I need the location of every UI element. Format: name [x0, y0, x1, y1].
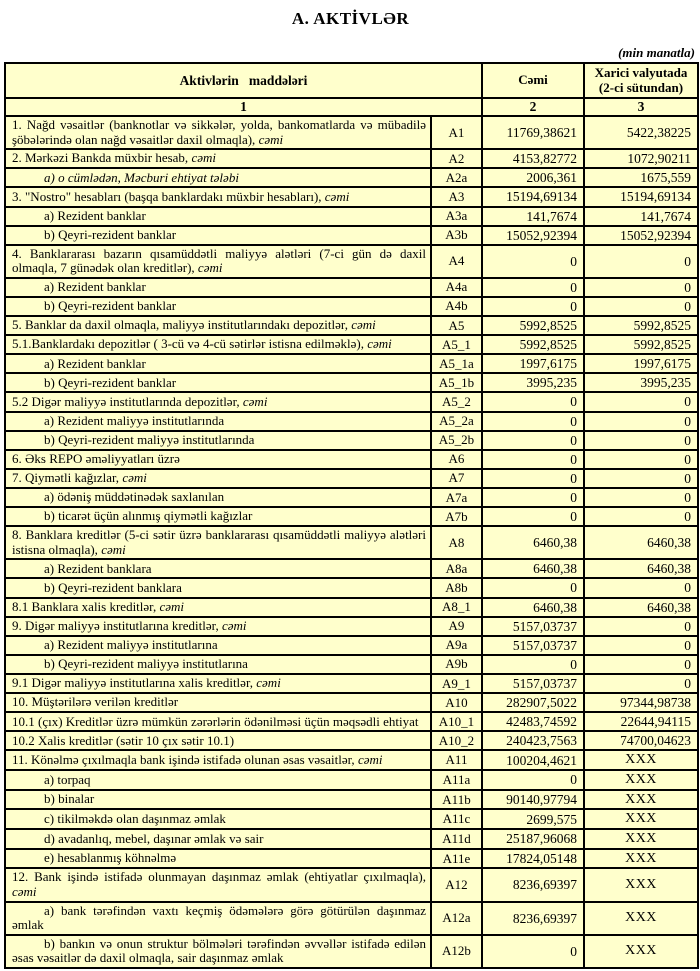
- table-row: [5, 935, 698, 968]
- row-label: [5, 297, 431, 316]
- row-total-value: 5157,03737: [482, 674, 584, 693]
- header-foreign-currency-label: Xarici valyutada (2-ci sütundan): [584, 63, 698, 98]
- row-total-value: 1997,6175: [482, 354, 584, 373]
- table-row: [5, 373, 698, 392]
- row-label: [5, 149, 431, 168]
- row-label-text: 10. Müştərilərə verilən kreditlər: [12, 694, 179, 710]
- row-label-text: a) Rezident maliyyə institutlarında: [44, 412, 225, 428]
- row-label-text: b) Qeyri-rezident maliyyə institutlarında: [44, 431, 255, 447]
- row-code: A4a: [431, 278, 482, 297]
- row-foreign-currency-value: 5992,8525: [584, 335, 698, 354]
- row-foreign-currency-value: 141,7674: [584, 207, 698, 226]
- row-total-value: 0: [482, 507, 584, 526]
- row-code: A5_2: [431, 392, 482, 411]
- row-code: A9_1: [431, 674, 482, 693]
- row-label-text: 10.1 (çıx) Kreditlər üzrə mümkün zərərlərin ödənilməsi üçün məqsədli ehtiyat: [12, 713, 419, 729]
- row-label-italic-text: cəmi: [159, 598, 185, 614]
- table-row: [5, 750, 698, 770]
- row-total-value: 2699,575: [482, 809, 584, 829]
- row-code: A10_1: [431, 712, 482, 731]
- row-label-text: 9.1 Digər maliyyə institutlarına xalis kreditlər,: [12, 675, 257, 691]
- table-row: [5, 655, 698, 674]
- table-row: [5, 354, 698, 373]
- row-code: A1: [431, 116, 482, 149]
- row-code: A7: [431, 469, 482, 488]
- row-label-text: a) torpaq: [44, 771, 91, 787]
- row-foreign-currency-value: 1997,6175: [584, 354, 698, 373]
- row-total-value: 90140,97794: [482, 790, 584, 810]
- row-foreign-currency-value: 1675,559: [584, 168, 698, 187]
- row-foreign-currency-value: XXX: [584, 750, 698, 770]
- page-title: A. AKTİVLƏR: [291, 9, 410, 28]
- row-code: A11b: [431, 790, 482, 810]
- row-total-value: 0: [482, 935, 584, 968]
- row-total-value: 0: [482, 392, 584, 411]
- row-total-value: 6460,38: [482, 598, 584, 617]
- row-total-value: 5992,8525: [482, 335, 584, 354]
- table-row: [5, 450, 698, 469]
- row-foreign-currency-value: 0: [584, 278, 698, 297]
- row-code: A11a: [431, 770, 482, 790]
- row-foreign-currency-value: 0: [584, 431, 698, 450]
- row-code: A11c: [431, 809, 482, 829]
- column-number-3: 3: [584, 98, 698, 116]
- row-label-italic-text: cəmi: [122, 470, 147, 486]
- row-label-text: b) binalar: [44, 791, 95, 807]
- row-code: A2a: [431, 168, 482, 187]
- row-label-text: 12. Bank işində istifadə olunmayan daşınmaz əmlak (ehtiyatlar çıxılmaqla),: [12, 869, 426, 885]
- row-foreign-currency-value: 0: [584, 488, 698, 507]
- row-total-value: 0: [482, 431, 584, 450]
- row-label: [5, 935, 431, 968]
- row-code: A5_1: [431, 335, 482, 354]
- row-label-text: 11. Könəlmə çıxılmaqla bank işində istifadə olunan əsas vəsaitlər,: [12, 752, 358, 767]
- row-label: [5, 373, 431, 392]
- row-label-text: a) bank tərəfindən vaxtı keçmiş ödəmələrə görə götürülən daşınmaz əmlak: [12, 902, 426, 933]
- column-number-row: [5, 98, 698, 116]
- row-code: A3: [431, 187, 482, 206]
- table-row: [5, 693, 698, 712]
- row-total-value: 0: [482, 412, 584, 431]
- row-foreign-currency-value: 0: [584, 655, 698, 674]
- header-total-label: Cəmi: [482, 63, 584, 98]
- table-row: [5, 187, 698, 206]
- row-foreign-currency-value: 3995,235: [584, 373, 698, 392]
- table-row: [5, 598, 698, 617]
- row-code: A8_1: [431, 598, 482, 617]
- row-foreign-currency-value: 0: [584, 617, 698, 636]
- row-foreign-currency-value: 1072,90211: [584, 149, 698, 168]
- row-code: A5_2a: [431, 412, 482, 431]
- row-label: [5, 868, 431, 901]
- row-code: A10: [431, 693, 482, 712]
- row-label: [5, 559, 431, 578]
- row-label: [5, 829, 431, 849]
- row-foreign-currency-value: XXX: [584, 935, 698, 968]
- row-label-text: b) Qeyri-rezident banklara: [44, 579, 182, 595]
- row-code: A9a: [431, 636, 482, 655]
- row-total-value: 2006,361: [482, 168, 584, 187]
- row-label: [5, 617, 431, 636]
- row-code: A4b: [431, 297, 482, 316]
- table-row: [5, 902, 698, 935]
- row-foreign-currency-value: 0: [584, 412, 698, 431]
- column-number-2: 2: [482, 98, 584, 116]
- table-row: [5, 507, 698, 526]
- row-foreign-currency-value: 0: [584, 469, 698, 488]
- row-label-text: 7. Qiymətli kağızlar,: [12, 470, 123, 486]
- row-total-value: 15052,92394: [482, 226, 584, 245]
- row-label-text: 8.1 Banklara xalis kreditlər,: [12, 598, 160, 614]
- row-code: A11e: [431, 849, 482, 869]
- row-total-value: 0: [482, 578, 584, 597]
- row-foreign-currency-value: 0: [584, 507, 698, 526]
- row-foreign-currency-value: 0: [584, 245, 698, 278]
- table-header: [5, 63, 698, 116]
- row-label: [5, 770, 431, 790]
- row-total-value: 0: [482, 770, 584, 790]
- row-label-text: b) Qeyri-rezident maliyyə institutlarına: [44, 656, 248, 672]
- row-code: A9b: [431, 655, 482, 674]
- row-foreign-currency-value: XXX: [584, 902, 698, 935]
- row-label: [5, 712, 431, 731]
- row-code: A5: [431, 316, 482, 335]
- row-label: [5, 849, 431, 869]
- table-row: [5, 809, 698, 829]
- row-label: [5, 674, 431, 693]
- row-total-value: 15194,69134: [482, 187, 584, 206]
- row-label-italic-text: cəmi: [197, 260, 223, 276]
- table-row: [5, 829, 698, 849]
- table-row: [5, 278, 698, 297]
- row-foreign-currency-value: 5422,38225: [584, 116, 698, 149]
- table-row: [5, 245, 698, 278]
- row-label: [5, 809, 431, 829]
- row-foreign-currency-value: 6460,38: [584, 526, 698, 559]
- row-code: A5_1a: [431, 354, 482, 373]
- table-row: [5, 412, 698, 431]
- row-label-italic-text: cəmi: [101, 541, 126, 557]
- row-label: [5, 507, 431, 526]
- row-label: [5, 526, 431, 559]
- header-items-label: Aktivlərin maddələri: [5, 63, 482, 98]
- row-total-value: 0: [482, 469, 584, 488]
- row-label-text: a) Rezident maliyyə institutlarına: [44, 637, 218, 653]
- row-label-text: a) ödəniş müddətinədək saxlanılan: [44, 489, 225, 505]
- table-row: [5, 770, 698, 790]
- row-label: [5, 750, 431, 770]
- row-foreign-currency-value: 6460,38: [584, 598, 698, 617]
- unit-note: (min manatla): [618, 45, 695, 60]
- row-code: A3a: [431, 207, 482, 226]
- row-label-italic-text: cəmi: [191, 150, 216, 166]
- row-total-value: 240423,7563: [482, 731, 584, 750]
- row-total-value: 6460,38: [482, 559, 584, 578]
- row-label-italic-text: cəmi: [258, 131, 284, 147]
- row-label-text: 9. Digər maliyyə institutlarına kreditlər,: [12, 617, 222, 633]
- row-label: [5, 578, 431, 597]
- table-row: [5, 168, 698, 187]
- row-foreign-currency-value: 97344,98738: [584, 693, 698, 712]
- table-row: [5, 868, 698, 901]
- row-label: [5, 412, 431, 431]
- row-label-italic-text: cəmi: [12, 884, 37, 900]
- row-code: A9: [431, 617, 482, 636]
- row-foreign-currency-value: 15194,69134: [584, 187, 698, 206]
- row-total-value: 100204,4621: [482, 750, 584, 770]
- table-row: [5, 526, 698, 559]
- row-label: [5, 636, 431, 655]
- row-foreign-currency-value: XXX: [584, 790, 698, 810]
- row-foreign-currency-value: XXX: [584, 849, 698, 869]
- row-total-value: 5157,03737: [482, 617, 584, 636]
- table-row: [5, 559, 698, 578]
- row-label: [5, 655, 431, 674]
- row-total-value: 42483,74592: [482, 712, 584, 731]
- table-row: [5, 674, 698, 693]
- table-row: [5, 790, 698, 810]
- table-row: [5, 297, 698, 316]
- table-row: [5, 712, 698, 731]
- row-total-value: 8236,69397: [482, 902, 584, 935]
- row-label: [5, 598, 431, 617]
- row-label-text: d) avadanlıq, mebel, daşınar əmlak və sair: [44, 830, 264, 846]
- row-total-value: 8236,69397: [482, 868, 584, 901]
- table-row: [5, 316, 698, 335]
- row-label-italic-text: cəmi: [242, 393, 268, 409]
- row-total-value: 0: [482, 278, 584, 297]
- row-code: A5_2b: [431, 431, 482, 450]
- row-total-value: 0: [482, 245, 584, 278]
- table-row: [5, 116, 698, 149]
- row-code: A3b: [431, 226, 482, 245]
- row-code: A8a: [431, 559, 482, 578]
- row-code: A12b: [431, 935, 482, 968]
- row-total-value: 25187,96068: [482, 829, 584, 849]
- row-label-text: 6. Əks REPO əməliyyatları üzrə: [12, 451, 180, 467]
- row-foreign-currency-value: 15052,92394: [584, 226, 698, 245]
- row-label: [5, 316, 431, 335]
- row-code: A5_1b: [431, 373, 482, 392]
- row-label-text: 10.2 Xalis kreditlər (sətir 10 çıx sətir 10.1): [12, 732, 235, 748]
- row-code: A8: [431, 526, 482, 559]
- row-label: [5, 450, 431, 469]
- row-label: [5, 693, 431, 712]
- row-label-italic-text: cəmi: [256, 675, 281, 691]
- row-foreign-currency-value: 22644,94115: [584, 712, 698, 731]
- row-label-text: a) Rezident banklara: [44, 560, 152, 576]
- table-row: [5, 431, 698, 450]
- row-foreign-currency-value: 0: [584, 636, 698, 655]
- row-label-italic-text: a) o cümlədən, Məcburi ehtiyat tələbi: [44, 169, 239, 185]
- row-foreign-currency-value: 0: [584, 578, 698, 597]
- row-label: [5, 431, 431, 450]
- row-code: A11: [431, 750, 482, 770]
- row-label-italic-text: cəmi: [367, 336, 392, 352]
- row-label-text: b) Qeyri-rezident banklar: [44, 374, 177, 390]
- table-row: [5, 207, 698, 226]
- row-label: [5, 207, 431, 226]
- row-foreign-currency-value: 0: [584, 392, 698, 411]
- assets-table: [4, 62, 699, 969]
- table-row: [5, 849, 698, 869]
- row-label: [5, 392, 431, 411]
- row-label: [5, 168, 431, 187]
- row-label-text: 3. "Nostro" hesabları (başqa banklardakı müxbir hesabları),: [12, 188, 325, 204]
- row-label: [5, 731, 431, 750]
- row-code: A7b: [431, 507, 482, 526]
- row-label-text: 4. Banklararası bazarın qısamüddətli maliyyə alətləri (7-ci gün də daxil olmaqla, 7 günədək olan kreditlər),: [12, 245, 426, 276]
- row-label: [5, 187, 431, 206]
- row-code: A12a: [431, 902, 482, 935]
- table-row: [5, 335, 698, 354]
- row-total-value: 4153,82772: [482, 149, 584, 168]
- row-label-text: b) bankın və onun struktur bölmələri tərəfindən əvvəllər istifadə edilən əsas vəsaitlər də daxil olmaqla, sair daşınmaz əmlak: [12, 935, 426, 966]
- table-body: [5, 116, 698, 968]
- table-row: [5, 636, 698, 655]
- row-code: A12: [431, 868, 482, 901]
- row-foreign-currency-value: 74700,04623: [584, 731, 698, 750]
- row-label-italic-text: cəmi: [324, 188, 350, 204]
- row-label-text: a) Rezident banklar: [44, 279, 146, 295]
- table-row: [5, 731, 698, 750]
- row-label: [5, 245, 431, 278]
- row-total-value: 0: [482, 297, 584, 316]
- row-label: [5, 902, 431, 935]
- row-label-text: 1. Nağd vəsaitlər (banknotlar və sikkələr, yolda, bankomatlarda və mübadilə şöbələrində olan nağd vəsaitlər daxil olmaqla),: [12, 117, 426, 147]
- row-foreign-currency-value: XXX: [584, 809, 698, 829]
- column-number-1: 1: [5, 98, 482, 116]
- row-code: A7a: [431, 488, 482, 507]
- table-row: [5, 617, 698, 636]
- table-row: [5, 469, 698, 488]
- row-label-text: a) Rezident banklar: [44, 207, 146, 223]
- row-label-italic-text: cəmi: [351, 317, 376, 333]
- row-label-text: 2. Mərkəzi Bankda müxbir hesab,: [12, 150, 192, 166]
- row-label-text: e) hesablanmış köhnəlmə: [44, 850, 177, 866]
- row-total-value: 11769,38621: [482, 116, 584, 149]
- row-label: [5, 226, 431, 245]
- row-foreign-currency-value: XXX: [584, 868, 698, 901]
- row-label: [5, 116, 431, 149]
- row-foreign-currency-value: 0: [584, 450, 698, 469]
- row-label-italic-text: cəmi: [221, 617, 247, 633]
- row-code: A6: [431, 450, 482, 469]
- row-foreign-currency-value: XXX: [584, 829, 698, 849]
- row-label-text: c) tikilməkdə olan daşınmaz əmlak: [44, 811, 226, 827]
- row-total-value: 5992,8525: [482, 316, 584, 335]
- row-label: [5, 278, 431, 297]
- row-foreign-currency-value: XXX: [584, 770, 698, 790]
- row-foreign-currency-value: 5992,8525: [584, 316, 698, 335]
- row-total-value: 0: [482, 488, 584, 507]
- table-row: [5, 392, 698, 411]
- table-row: [5, 488, 698, 507]
- row-label-text: 5.2 Digər maliyyə institutlarında depozitlər,: [12, 393, 243, 409]
- row-total-value: 0: [482, 655, 584, 674]
- row-label: [5, 354, 431, 373]
- row-foreign-currency-value: 0: [584, 297, 698, 316]
- row-label: [5, 469, 431, 488]
- row-code: A10_2: [431, 731, 482, 750]
- table-row: [5, 226, 698, 245]
- table-row: [5, 149, 698, 168]
- row-total-value: 141,7674: [482, 207, 584, 226]
- header-row: [5, 63, 698, 98]
- row-label-text: 8. Banklara kreditlər (5-ci sətir üzrə banklararası qısamüddətli maliyyə alətləri istisna olmaqla),: [12, 527, 426, 557]
- table-row: [5, 578, 698, 597]
- row-total-value: 5157,03737: [482, 636, 584, 655]
- row-total-value: 282907,5022: [482, 693, 584, 712]
- row-label-text: 5. Banklar da daxil olmaqla, maliyyə institutlarındakı depozitlər,: [12, 317, 352, 333]
- row-total-value: 6460,38: [482, 526, 584, 559]
- row-label-text: b) ticarət üçün alınmış qiymətli kağızlar: [44, 508, 253, 524]
- row-label: [5, 790, 431, 810]
- row-code: A11d: [431, 829, 482, 849]
- row-label-text: a) Rezident banklar: [44, 355, 146, 371]
- row-code: A4: [431, 245, 482, 278]
- row-total-value: 0: [482, 450, 584, 469]
- row-label-italic-text: cəmi: [357, 752, 383, 767]
- row-label: [5, 488, 431, 507]
- row-label-text: b) Qeyri-rezident banklar: [44, 226, 177, 242]
- row-foreign-currency-value: 6460,38: [584, 559, 698, 578]
- row-label-text: b) Qeyri-rezident banklar: [44, 298, 177, 314]
- row-total-value: 3995,235: [482, 373, 584, 392]
- row-code: A8b: [431, 578, 482, 597]
- row-label: [5, 335, 431, 354]
- row-foreign-currency-value: 0: [584, 674, 698, 693]
- row-code: A2: [431, 149, 482, 168]
- row-total-value: 17824,05148: [482, 849, 584, 869]
- row-label-text: 5.1.Banklardakı depozitlər ( 3-cü və 4-cü sətirlər istisna edilməklə),: [12, 336, 368, 352]
